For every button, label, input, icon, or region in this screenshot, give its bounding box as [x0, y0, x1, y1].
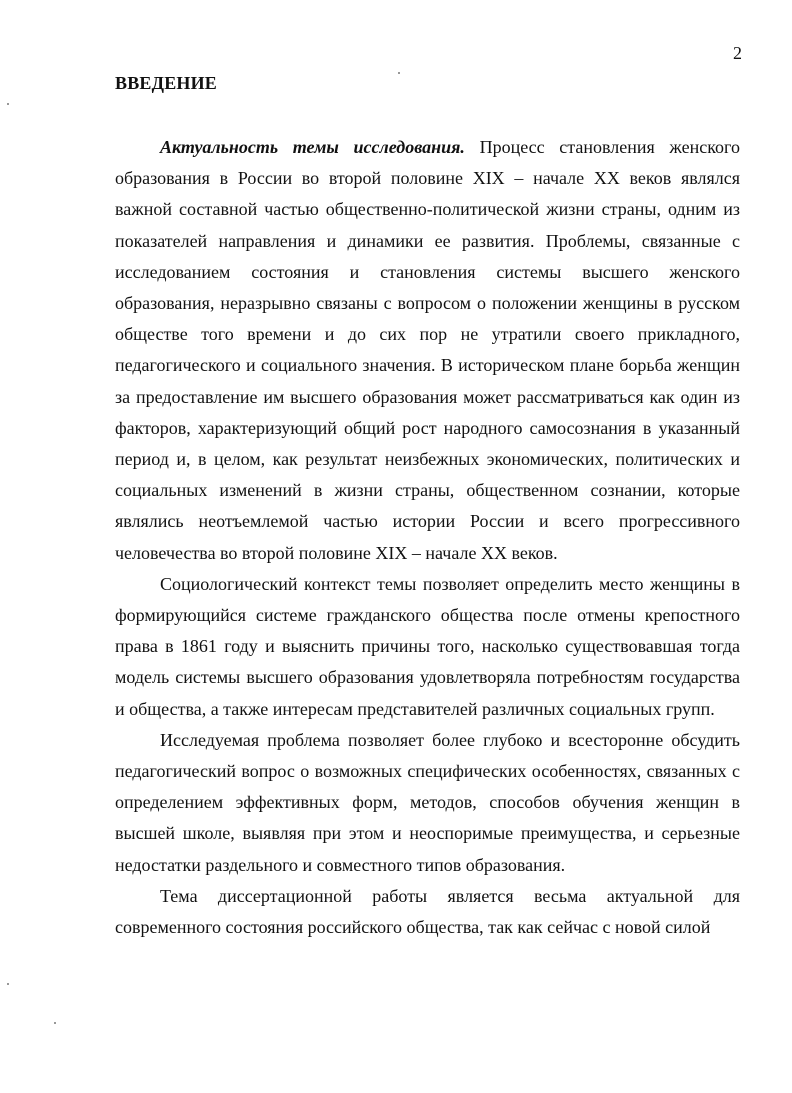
scan-speck — [7, 103, 9, 105]
scan-speck — [398, 72, 400, 74]
paragraph-topic-relevance: Тема диссертационной работы является весьма актуальной для современного состояния российского общества, так как сейчас с новой силой — [115, 885, 740, 938]
paragraph-relevance — [115, 132, 740, 569]
paragraph-sociological-context: Социологический контекст темы позволяет определить место женщины в формирующийся системе гражданского общества после отмены крепостного права в 1861 году и выяснить причины того, насколько существовавшая тогда модель системы высшего образования удовлетворяла потребностям государства и общества, а также интересам представителей различных социальных групп. — [115, 573, 740, 719]
body-text — [115, 132, 740, 943]
page-number: 2 — [733, 43, 742, 63]
paragraph-text: Процесс становления женского образования в России во второй половине XIX – начале XX веков являлся важной составной частью общественно-политической жизни страны, одним из показателей направления и динамики ее развития. Проблемы, связанные с исследованием состояния и становления системы высшего женского образования, неразрывно связаны с вопросом о положении женщины в русском обществе того времени и до сих пор не утратили своего прикладного, педагогического и социального значения. В историческом плане борьба женщин за предоставление им высшего образования может рассматриваться как один из факторов, характеризующий общий рост народного самосознания в указанный период и, в целом, как результат неизбежных экономических, политических и социальных изменений в жизни страны, общественном сознании, которые являлись неотъемлемой частью истории России и всего прогрессивного человечества во второй половине XIX – начале XX веков. — [115, 137, 740, 563]
paragraph-lead: Актуальность темы исследования. — [160, 137, 465, 157]
scan-speck — [7, 983, 9, 985]
paragraph-research-problem: Исследуемая проблема позволяет более глубоко и всесторонне обсудить педагогический вопрос о возможных специфических особенностях, связанных с определением эффективных форм, методов, способов обучения женщин в высшей школе, выявляя при этом и неоспоримые преимущества, и серьезные недостатки раздельного и совместного типов образования. — [115, 729, 740, 875]
section-heading: ВВЕДЕНИЕ — [115, 73, 218, 93]
scan-speck — [54, 1022, 56, 1024]
